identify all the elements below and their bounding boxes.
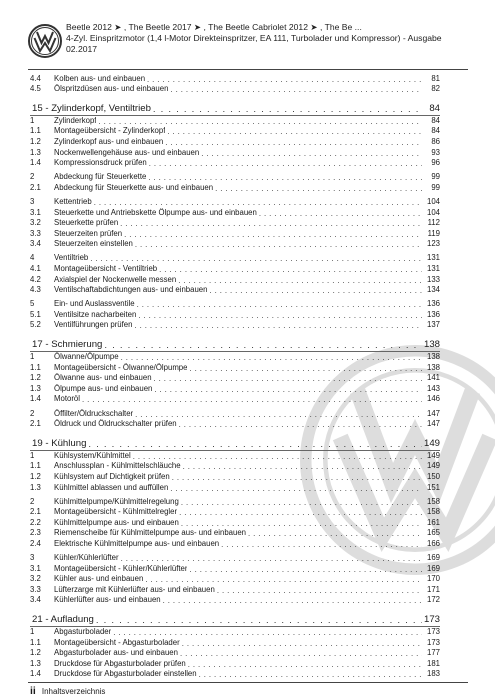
toc-leader-dots <box>170 484 422 492</box>
toc-entry[interactable] <box>30 636 440 647</box>
toc-leader-dots <box>90 254 422 262</box>
toc-entry-number: 2.3 <box>30 528 41 538</box>
toc-entry-title: Ein- und Auslassventile <box>54 299 135 309</box>
toc-entry-number: 1 <box>30 352 35 362</box>
toc-leader-dots <box>135 240 422 248</box>
toc-entry-number: 3.3 <box>30 228 41 238</box>
toc-leader-dots <box>188 660 422 668</box>
toc-entry-number: 1 <box>30 450 35 460</box>
toc-entry-number: 3.2 <box>30 218 41 228</box>
toc-entry-title: Öffilter/Öldruckschalter <box>54 408 134 418</box>
toc-leader-dots <box>259 209 422 217</box>
toc-entry[interactable] <box>30 583 440 594</box>
toc-entry[interactable] <box>30 157 440 168</box>
toc-entry[interactable] <box>30 495 440 506</box>
toc-entry-title: Montageübersicht - Zylinderkopf <box>54 126 166 136</box>
toc-entry-title: Ventiltrieb <box>54 253 89 263</box>
toc-leader-dots <box>209 286 422 294</box>
toc-entry[interactable] <box>30 238 440 249</box>
toc-entry-number: 5.1 <box>30 309 41 319</box>
toc-entry[interactable] <box>30 625 440 636</box>
page-footer <box>30 685 105 697</box>
toc-page-number: 84 <box>431 115 440 125</box>
toc-page-number: 81 <box>431 73 440 83</box>
toc-entry-number: 3.2 <box>30 574 41 584</box>
toc-entry-title: Lüfterzarge mit Kühlerlüfter aus- und einbauen <box>54 584 215 594</box>
toc-page-number: 169 <box>426 563 440 573</box>
toc-entry-number: 1.1 <box>30 461 41 471</box>
toc-entry-title: Steuerzeiten einstellen <box>54 239 133 249</box>
toc-page-number: 171 <box>426 584 440 594</box>
toc-entry-title: Nockenwellengehäuse aus- und einbauen <box>54 147 200 157</box>
toc-page-number: 133 <box>426 274 440 284</box>
toc-page-number: 183 <box>426 669 440 679</box>
toc-entry-title: Kühlerlüfter aus- und einbauen <box>54 595 161 605</box>
toc-page-number: 158 <box>426 507 440 517</box>
vw-logo-icon <box>28 24 62 58</box>
toc-leader-dots <box>178 276 422 284</box>
toc-entry-number: 1.2 <box>30 373 41 383</box>
toc-leader-dots <box>96 615 422 625</box>
title-line-2: 4-Zyl. Einspritzmotor (1,4 l-Motor Direkteinspritzer, EA 111, Turbolader und Kompressor) - Ausgabe <box>66 33 442 43</box>
toc-entry-title: Abdeckung für Steuerkette <box>54 172 147 182</box>
toc-leader-dots <box>159 265 422 273</box>
toc-entry-title: Kühler aus- und einbauen <box>54 574 144 584</box>
toc-entry[interactable] <box>30 506 440 517</box>
toc-page-number: 134 <box>426 285 440 295</box>
toc-leader-dots <box>121 353 422 361</box>
toc-page-number: 93 <box>431 147 440 157</box>
toc-page-number: 173 <box>426 627 440 637</box>
toc-entry-title: Druckdose für Abgasturbolader prüfen <box>54 658 186 668</box>
toc-chapter-title: 21 - Aufladung <box>32 614 94 626</box>
toc-leader-dots <box>172 473 422 481</box>
toc-entry[interactable] <box>30 284 440 295</box>
toc-page-number: 181 <box>426 658 440 668</box>
toc-entry-title: Montageübersicht - Kühler/Kühlerlüfter <box>54 563 188 573</box>
toc-entry-title: Montageübersicht - Ventiltrieb <box>54 264 158 273</box>
toc-page-number: 138 <box>426 362 440 372</box>
toc-chapter[interactable] <box>30 333 440 350</box>
toc-entry[interactable] <box>30 262 440 273</box>
toc-entry-number: 1.1 <box>30 637 41 647</box>
toc-entry[interactable] <box>30 181 440 192</box>
toc-entry[interactable] <box>30 146 440 157</box>
toc-entry-number: 3 <box>30 196 35 206</box>
toc-leader-dots <box>183 462 422 470</box>
toc-leader-dots <box>221 540 422 548</box>
toc-entry-title: Kühlmittel ablassen und auffüllen <box>54 482 169 492</box>
toc-leader-dots <box>163 596 422 604</box>
toc-entry[interactable] <box>30 298 440 309</box>
toc-page-number: 177 <box>426 648 440 658</box>
footer-label: Inhaltsverzeichnis <box>41 687 106 696</box>
toc-chapter-title: 17 - Schmierung <box>32 339 103 351</box>
toc-entry-title: Riemenscheibe für Kühlmittelpumpe aus- und einbauen <box>54 528 247 538</box>
toc-leader-dots <box>181 498 422 506</box>
toc-entry-number: 4.1 <box>30 264 41 273</box>
toc-leader-dots <box>182 639 422 647</box>
toc-leader-dots <box>179 508 422 516</box>
toc-entry[interactable] <box>30 135 440 146</box>
toc-leader-dots <box>138 311 422 319</box>
toc-entry[interactable] <box>30 125 440 136</box>
toc-leader-dots <box>135 410 422 418</box>
toc-entry-title: Montageübersicht - Abgasturbolader <box>54 637 180 647</box>
toc-entry-title: Abgasturbolader <box>54 627 112 637</box>
toc-leader-dots <box>113 628 422 636</box>
toc-entry-number: 1.2 <box>30 471 41 481</box>
toc-entry-title: Kompressionsdruck prüfen <box>54 158 147 168</box>
toc-entry[interactable] <box>30 418 440 429</box>
toc-entry[interactable] <box>30 372 440 383</box>
toc-page-number: 123 <box>426 239 440 249</box>
toc-entry[interactable] <box>30 537 440 548</box>
toc-entry[interactable] <box>30 393 440 404</box>
toc-entry-number: 1.4 <box>30 158 41 168</box>
title-line-1: Beetle 2012 ➤ , The Beetle 2017 ➤ , The Beetle Cabriolet 2012 ➤ , The Be ... <box>66 22 362 32</box>
toc-entry-number: 1.2 <box>30 136 41 146</box>
toc-page-number: 131 <box>426 253 440 263</box>
toc-leader-dots <box>154 385 422 393</box>
toc-page-number: 147 <box>426 419 440 429</box>
toc-chapter-title: 19 - Kühlung <box>32 438 87 450</box>
toc-entry[interactable] <box>30 319 440 330</box>
toc-page-number: 149 <box>426 461 440 471</box>
toc-entry-number: 1.3 <box>30 658 41 668</box>
toc-entry[interactable] <box>30 171 440 182</box>
toc-leader-dots <box>104 340 422 350</box>
toc-page-number: 137 <box>426 320 440 330</box>
toc-entry[interactable] <box>30 551 440 562</box>
toc-entry[interactable] <box>30 72 440 83</box>
toc-chapter[interactable] <box>30 608 440 625</box>
toc-entry-number: 4 <box>30 253 35 263</box>
toc-leader-dots <box>170 85 422 93</box>
toc-leader-dots <box>153 104 422 114</box>
toc-page-number: 165 <box>426 528 440 538</box>
toc-entry[interactable] <box>30 407 440 418</box>
toc-page-number: 104 <box>426 196 440 206</box>
toc-chapter[interactable] <box>30 432 440 449</box>
toc-leader-dots <box>248 529 422 537</box>
toc-entry-number: 5 <box>30 299 35 309</box>
toc-leader-dots <box>180 649 422 657</box>
page-header <box>0 0 495 70</box>
toc-entry-title: Montageübersicht - Ölwanne/Ölpumpe <box>54 362 188 372</box>
toc-leader-dots <box>148 173 422 181</box>
toc-entry-number: 1 <box>30 115 35 125</box>
document-title <box>66 22 486 55</box>
page-number: ii <box>30 685 36 697</box>
toc-leader-dots <box>149 159 422 167</box>
toc-entry-number: 1.3 <box>30 482 41 492</box>
toc-page-number: 136 <box>426 309 440 319</box>
toc-entry-title: Kühlmittelpumpe/Kühlmittelregelung <box>54 496 179 506</box>
toc-entry-number: 3.4 <box>30 239 41 249</box>
toc-leader-dots <box>124 230 422 238</box>
toc-entry[interactable] <box>30 252 440 263</box>
toc-leader-dots <box>217 586 422 594</box>
toc-page-number: 149 <box>426 450 440 460</box>
toc-entry-number: 4.5 <box>30 84 41 94</box>
toc-page-number: 149 <box>423 438 440 450</box>
toc-entry-number: 2 <box>30 172 35 182</box>
toc-page-number: 172 <box>426 595 440 605</box>
toc-entry-number: 4.3 <box>30 285 41 295</box>
toc-entry-number: 2 <box>30 496 35 506</box>
toc-entry-title: Zylinderkopf aus- und einbauen <box>54 136 164 146</box>
toc-leader-dots <box>88 439 422 449</box>
toc-leader-dots <box>121 554 422 562</box>
toc-page-number: 96 <box>431 158 440 168</box>
toc-leader-dots <box>179 420 422 428</box>
toc-entry-number: 3.3 <box>30 584 41 594</box>
toc-entry-title: Ölwanne aus- und einbauen <box>54 373 152 383</box>
toc-leader-dots <box>134 321 422 329</box>
toc-entry[interactable] <box>30 657 440 668</box>
toc-chapter[interactable] <box>30 97 440 114</box>
toc-page-number: 84 <box>429 103 440 115</box>
header-divider <box>28 69 468 70</box>
toc-page-number: 86 <box>431 136 440 146</box>
toc-entry[interactable] <box>30 273 440 284</box>
toc-entry-title: Kolben aus- und einbauen <box>54 73 146 83</box>
toc-leader-dots <box>145 575 422 583</box>
toc-page-number: 138 <box>423 339 440 351</box>
toc-entry-number: 4.4 <box>30 73 41 83</box>
toc-entry-title: Steuerzeiten prüfen <box>54 228 123 238</box>
toc-entry-title: Ventilsitze nacharbeiten <box>54 309 137 319</box>
toc-entry-title: Öldruck und Öldruckschalter prüfen <box>54 419 177 429</box>
toc-entry-title: Kühlmittelpumpe aus- und einbauen <box>54 517 179 527</box>
toc-entry-title: Anschlussplan - Kühlmittelschläuche <box>54 461 181 471</box>
toc-entry-title: Kühlsystem auf Dichtigkeit prüfen <box>54 471 170 481</box>
toc-entry[interactable] <box>30 647 440 658</box>
toc-page-number: 146 <box>426 394 440 404</box>
toc-entry-title: Steuerkette prüfen <box>54 218 119 228</box>
toc-entry-title: Ventilführungen prüfen <box>54 320 133 330</box>
table-of-contents <box>30 72 440 678</box>
toc-page-number: 151 <box>426 482 440 492</box>
toc-page-number: 173 <box>423 614 440 626</box>
toc-entry[interactable] <box>30 114 440 125</box>
toc-leader-dots <box>189 364 422 372</box>
toc-leader-dots <box>181 519 422 527</box>
toc-page-number: 99 <box>431 182 440 192</box>
toc-entry-title: Montageübersicht - Kühlmittelregler <box>54 507 178 517</box>
toc-leader-dots <box>120 219 422 227</box>
toc-entry[interactable] <box>30 195 440 206</box>
toc-page-number: 150 <box>426 471 440 481</box>
toc-entry[interactable] <box>30 668 440 679</box>
toc-page-number: 84 <box>431 126 440 136</box>
toc-entry-title: Motoröl <box>54 394 80 404</box>
toc-leader-dots <box>189 565 422 573</box>
toc-leader-dots <box>94 198 422 206</box>
toc-entry-number: 2.1 <box>30 507 41 517</box>
toc-entry[interactable] <box>30 449 440 460</box>
toc-entry-number: 4.2 <box>30 274 41 284</box>
toc-entry-number: 1.2 <box>30 648 41 658</box>
toc-entry[interactable] <box>30 382 440 393</box>
toc-page-number: 143 <box>426 383 440 393</box>
toc-entry[interactable] <box>30 460 440 471</box>
toc-entry-title: Kettentrieb <box>54 196 92 206</box>
toc-leader-dots <box>167 127 422 135</box>
toc-entry-number: 3.4 <box>30 595 41 605</box>
toc-leader-dots <box>137 300 422 308</box>
toc-page-number: 161 <box>426 517 440 527</box>
toc-entry-number: 1.1 <box>30 126 41 136</box>
toc-page-number: 119 <box>427 228 440 238</box>
toc-entry-title: Ölspritzdüsen aus- und einbauen <box>54 84 169 94</box>
toc-entry-number: 1 <box>30 627 35 637</box>
toc-page-number: 173 <box>426 637 440 647</box>
toc-page-number: 170 <box>426 574 440 584</box>
toc-entry[interactable] <box>30 227 440 238</box>
toc-page-number: 169 <box>426 553 440 563</box>
toc-entry[interactable] <box>30 481 440 492</box>
toc-leader-dots <box>165 138 422 146</box>
toc-entry[interactable] <box>30 573 440 584</box>
toc-page-number: 82 <box>431 84 440 94</box>
toc-page-number: 147 <box>426 408 440 418</box>
toc-entry-number: 1.3 <box>30 147 41 157</box>
toc-chapter-title: 15 - Zylinderkopf, Ventiltrieb <box>32 103 151 115</box>
toc-leader-dots <box>133 452 422 460</box>
toc-entry-title: Druckdose für Abgasturbolader einstellen <box>54 669 197 679</box>
toc-entry[interactable] <box>30 350 440 361</box>
toc-leader-dots <box>98 117 422 125</box>
toc-page-number: 136 <box>426 299 440 309</box>
toc-page-number: 138 <box>426 352 440 362</box>
toc-leader-dots <box>201 149 422 157</box>
toc-entry-title: Steuerkette und Antriebskette Ölpumpe aus- und einbauen <box>54 207 257 217</box>
toc-entry[interactable] <box>30 527 440 538</box>
toc-entry[interactable] <box>30 217 440 228</box>
toc-entry-title: Kühler/Kühlerlüfter <box>54 553 119 563</box>
toc-page-number: 99 <box>431 172 440 182</box>
toc-leader-dots <box>147 75 422 83</box>
toc-entry-number: 2 <box>30 408 35 418</box>
toc-page-number: 141 <box>426 373 440 383</box>
title-line-3: 02.2017 <box>66 44 98 54</box>
toc-entry-number: 1.1 <box>30 362 41 372</box>
toc-entry-number: 1.4 <box>30 394 41 404</box>
toc-entry-title: Ventilschaftabdichtungen aus- und einbauen <box>54 285 208 295</box>
toc-entry-number: 1.3 <box>30 383 41 393</box>
toc-entry-title: Abgasturbolader aus- und einbauen <box>54 648 178 658</box>
toc-page-number: 158 <box>426 496 440 506</box>
toc-entry-number: 3 <box>30 553 35 563</box>
toc-entry-title: Abdeckung für Steuerkette aus- und einbauen <box>54 182 214 192</box>
toc-entry-number: 2.1 <box>30 182 41 192</box>
toc-entry-number: 2.1 <box>30 419 41 429</box>
toc-entry[interactable] <box>30 562 440 573</box>
toc-entry[interactable] <box>30 594 440 605</box>
toc-entry-title: Axialspiel der Nockenwelle messen <box>54 274 177 284</box>
toc-entry-number: 3.1 <box>30 563 41 573</box>
toc-entry-number: 2.2 <box>30 517 41 527</box>
toc-entry-title: Zylinderkopf <box>54 115 97 125</box>
toc-entry[interactable] <box>30 516 440 527</box>
toc-entry-title: Ölpumpe aus- und einbauen <box>54 383 153 393</box>
toc-page-number: 104 <box>426 207 440 217</box>
toc-page-number: 131 <box>426 264 440 273</box>
toc-entry-number: 2.4 <box>30 538 41 548</box>
toc-entry[interactable] <box>30 308 440 319</box>
toc-entry[interactable] <box>30 83 440 94</box>
toc-entry-number: 1.4 <box>30 669 41 679</box>
toc-leader-dots <box>215 184 422 192</box>
toc-leader-dots <box>199 670 422 678</box>
toc-entry[interactable] <box>30 470 440 481</box>
toc-entry-number: 3.1 <box>30 207 41 217</box>
toc-entry[interactable] <box>30 361 440 372</box>
footer-divider <box>28 682 468 683</box>
toc-entry-title: Kühlsystem/Kühlmittel <box>54 450 131 460</box>
toc-entry-title: Elektrische Kühlmittelpumpe aus- und einbauen <box>54 538 220 548</box>
toc-page-number: 112 <box>427 218 440 228</box>
toc-entry-title: Ölwanne/Ölpumpe <box>54 352 119 362</box>
toc-leader-dots <box>82 395 422 403</box>
toc-page-number: 166 <box>426 538 440 548</box>
toc-leader-dots <box>154 374 422 382</box>
toc-entry-number: 5.2 <box>30 320 41 330</box>
toc-entry[interactable] <box>30 206 440 217</box>
